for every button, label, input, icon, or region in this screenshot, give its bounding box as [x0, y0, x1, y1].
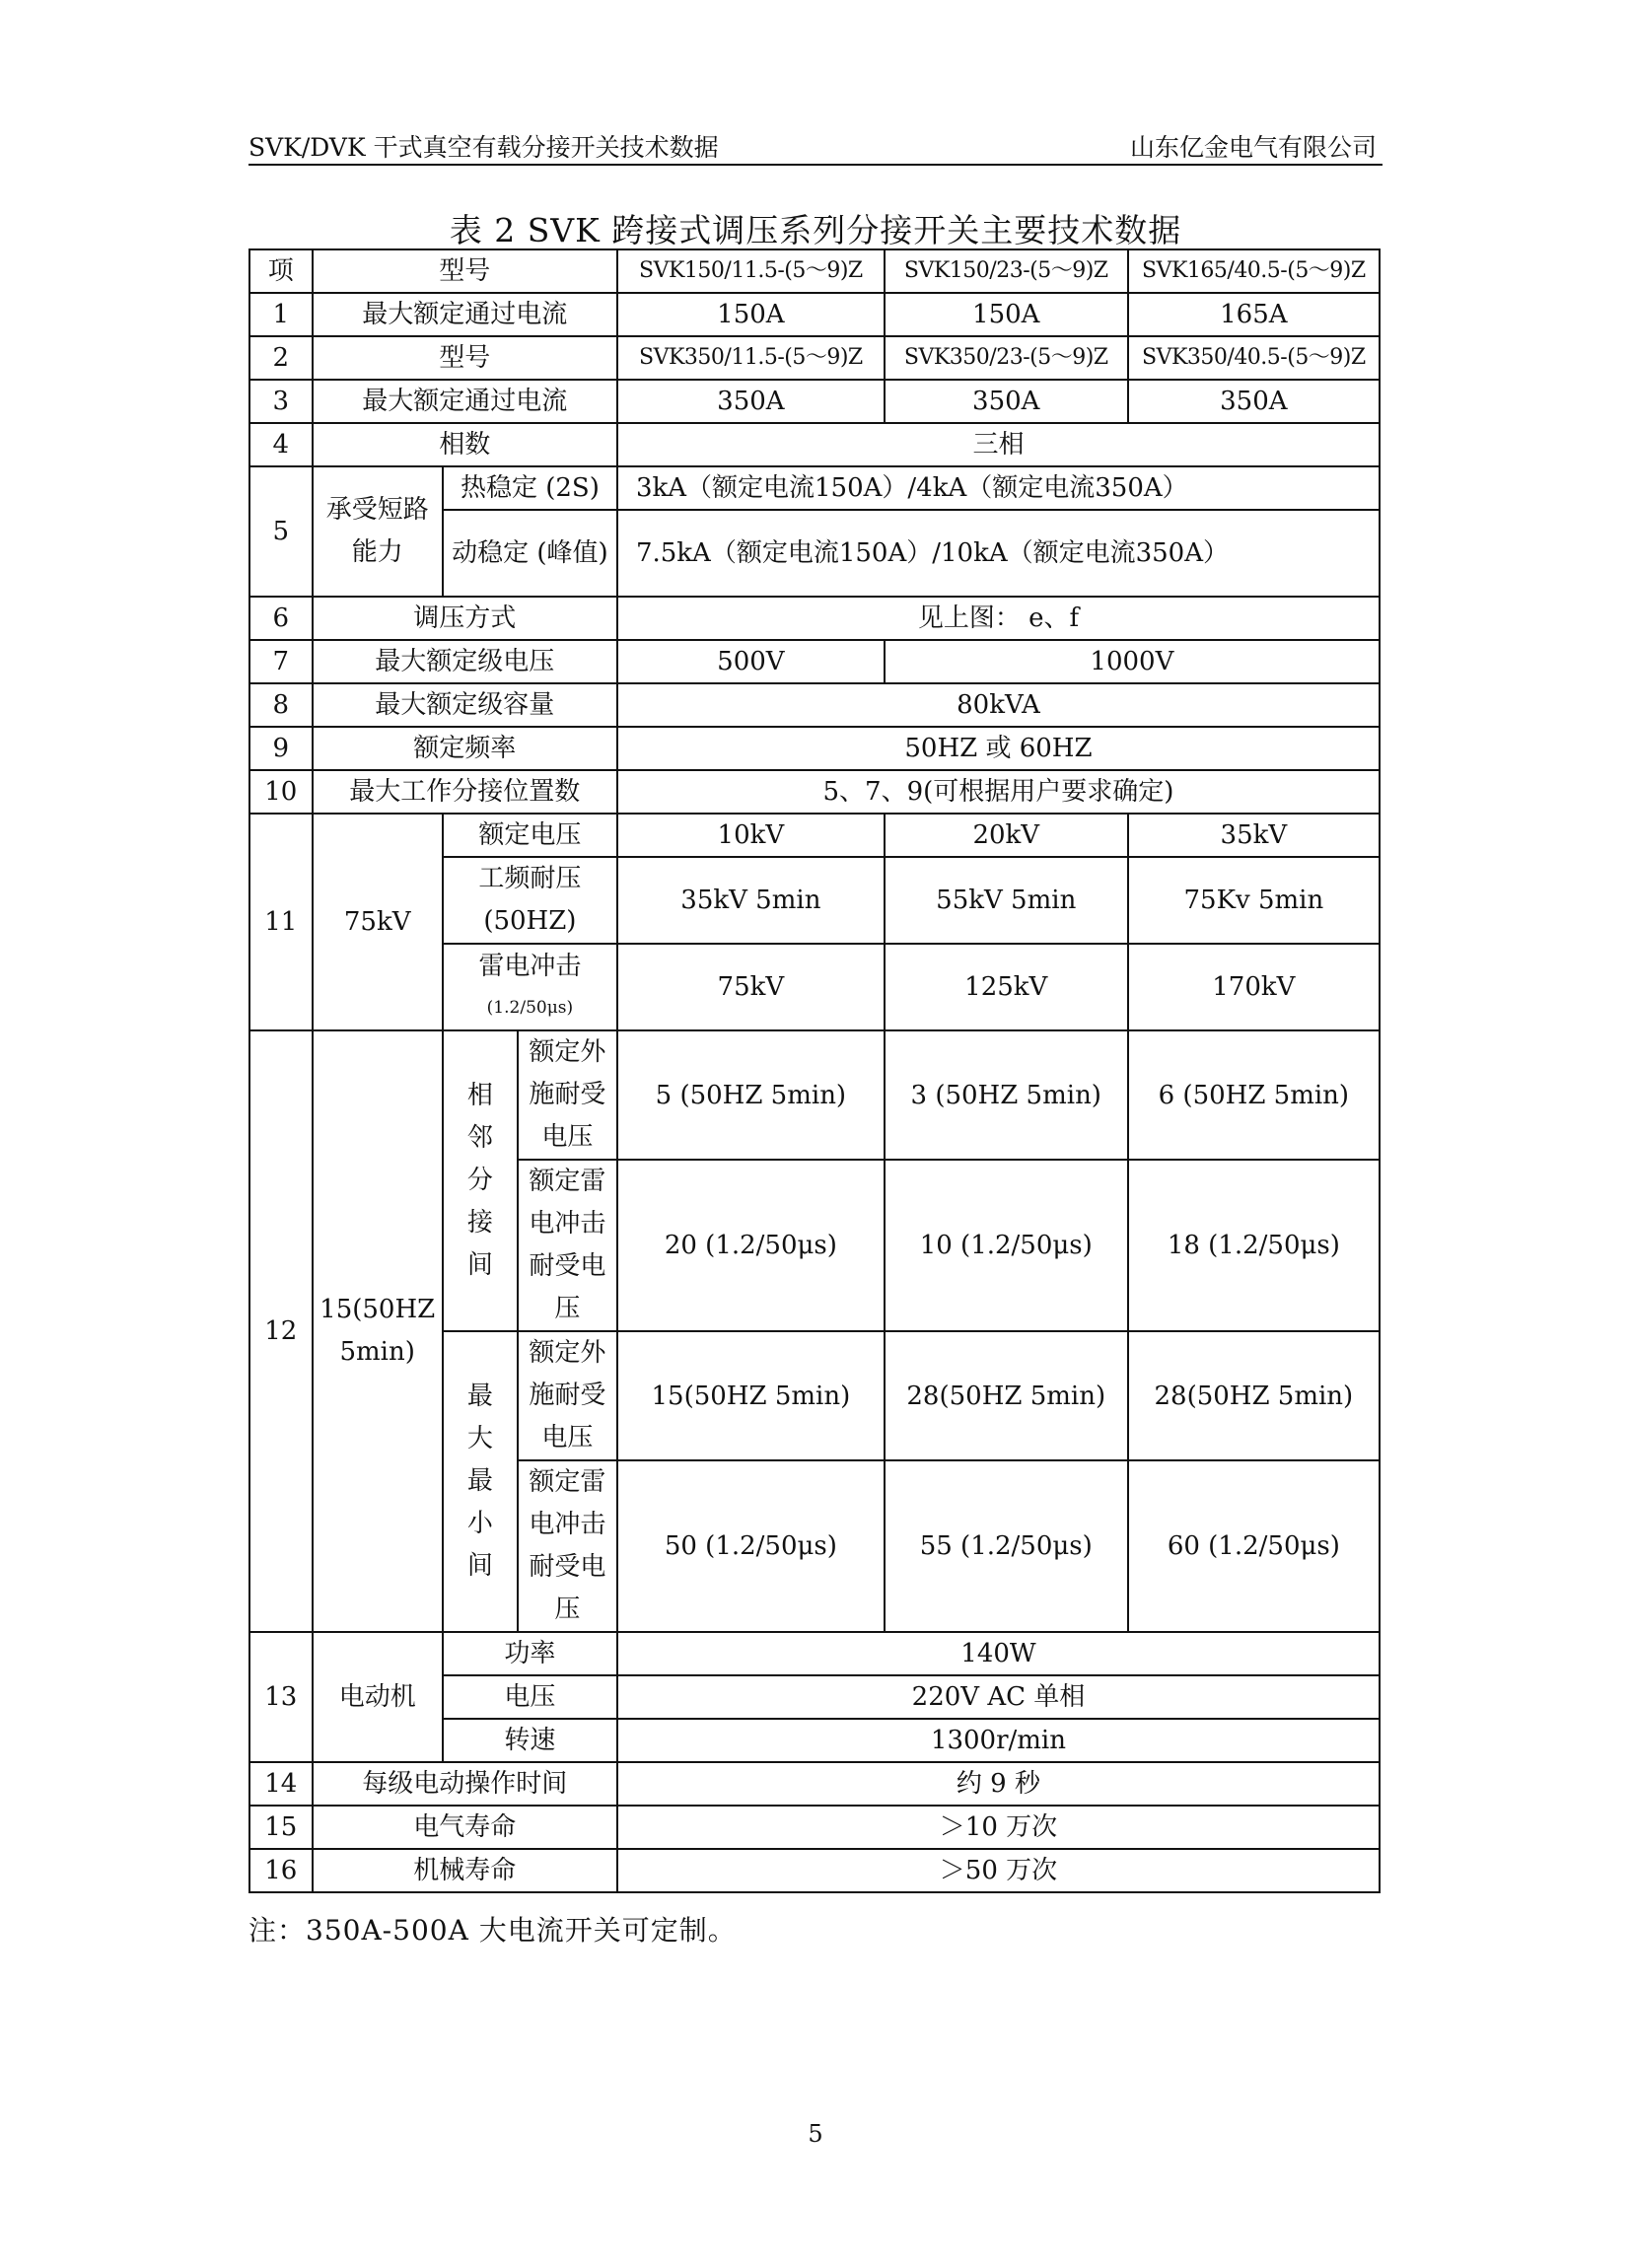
table-cell: 80kVA: [617, 683, 1380, 727]
cell-subtext: (1.2/50μs): [486, 998, 574, 1018]
table-cell: 1000V: [885, 640, 1380, 683]
table-row: [249, 1762, 1380, 1806]
table-row: [249, 423, 1380, 466]
table-cell: 最大额定级电压: [313, 640, 617, 683]
table-cell: ＞10 万次: [617, 1806, 1380, 1849]
table-row: [249, 249, 1380, 293]
table-cell: 16: [249, 1849, 313, 1892]
table-cell: 8: [249, 683, 313, 727]
table-cell: 50 (1.2/50μs): [617, 1460, 885, 1632]
table-cell: 额定外施耐受电压: [518, 1030, 617, 1160]
table-cell: 75kV: [313, 814, 443, 1030]
table-cell: 最大额定通过电流: [313, 293, 617, 336]
table-cell: 15: [249, 1806, 313, 1849]
table-cell: 20 (1.2/50μs): [617, 1160, 885, 1331]
table-cell: 500V: [617, 640, 885, 683]
table-cell: SVK150/23-(5～9)Z: [885, 249, 1128, 293]
table-cell: 75kV: [617, 944, 885, 1030]
table-cell: 最大最小间: [443, 1331, 518, 1632]
header-doc-title: SVK/DVK 干式真空有载分接开关技术数据: [248, 133, 719, 162]
table-cell: 60 (1.2/50μs): [1128, 1460, 1380, 1632]
table-cell: 20kV: [885, 814, 1128, 857]
page-header: [248, 126, 1383, 166]
table-cell: 热稳定 (2S): [443, 466, 617, 510]
table-row: [249, 293, 1380, 336]
table-cell: 见上图： e、f: [617, 597, 1380, 640]
table-row: [249, 380, 1380, 423]
table-cell: 1: [249, 293, 313, 336]
table-cell: 额定雷电冲击耐受电压: [518, 1160, 617, 1331]
table-cell: 2: [249, 336, 313, 380]
table-cell: 55 (1.2/50μs): [885, 1460, 1128, 1632]
table-cell: 15(50HZ 5min): [617, 1331, 885, 1460]
table-cell: 14: [249, 1762, 313, 1806]
table-cell: 调压方式: [313, 597, 617, 640]
table-cell: 15(50HZ 5min): [313, 1030, 443, 1632]
table-cell: 4: [249, 423, 313, 466]
table-cell: 9: [249, 727, 313, 770]
table-row: [249, 466, 1380, 510]
table-note: 注：350A-500A 大电流开关可定制。: [248, 1914, 737, 1947]
table-row: [249, 814, 1380, 857]
table-cell: 电动机: [313, 1632, 443, 1762]
table-row: [249, 640, 1380, 683]
table-cell: 10: [249, 770, 313, 814]
table-cell: 3 (50HZ 5min): [885, 1030, 1128, 1160]
header-company: 山东亿金电气有限公司: [1129, 133, 1377, 162]
table-cell: 项: [249, 249, 313, 293]
table-cell: 每级电动操作时间: [313, 1762, 617, 1806]
table-cell: 350A: [1128, 380, 1380, 423]
table-cell: 约 9 秒: [617, 1762, 1380, 1806]
table-cell: 7: [249, 640, 313, 683]
table-row: [249, 1849, 1380, 1892]
table-cell: 型号: [313, 336, 617, 380]
table-cell: 电压: [443, 1675, 617, 1719]
table-cell: SVK165/40.5-(5～9)Z: [1128, 249, 1380, 293]
table-cell: 350A: [885, 380, 1128, 423]
table-row: [249, 1030, 1380, 1160]
table-cell: 相邻分接间: [443, 1030, 518, 1331]
table-cell: 额定雷电冲击耐受电压: [518, 1460, 617, 1632]
table-cell: 165A: [1128, 293, 1380, 336]
table-cell: 工频耐压 (50HZ): [443, 857, 617, 944]
table-cell: 1300r/min: [617, 1719, 1380, 1762]
table-cell: ＞50 万次: [617, 1849, 1380, 1892]
table-cell: 28(50HZ 5min): [885, 1331, 1128, 1460]
table-cell: 50HZ 或 60HZ: [617, 727, 1380, 770]
page-number: 5: [808, 2120, 823, 2148]
table-cell: 5 (50HZ 5min): [617, 1030, 885, 1160]
table-cell: 220V AC 单相: [617, 1675, 1380, 1719]
table-cell: 额定外施耐受电压: [518, 1331, 617, 1460]
table-cell: SVK350/23-(5～9)Z: [885, 336, 1128, 380]
table-cell: 55kV 5min: [885, 857, 1128, 944]
table-cell: 18 (1.2/50μs): [1128, 1160, 1380, 1331]
cell-text: 雷电冲击: [478, 952, 582, 981]
table-cell: 转速: [443, 1719, 617, 1762]
table-cell: 额定电压: [443, 814, 617, 857]
table-cell: 350A: [617, 380, 885, 423]
table-cell: SVK350/11.5-(5～9)Z: [617, 336, 885, 380]
table-cell: 机械寿命: [313, 1849, 617, 1892]
table-cell: 75Kv 5min: [1128, 857, 1380, 944]
table-cell: 7.5kA（额定电流150A）/10kA（额定电流350A）: [617, 510, 1380, 597]
table-row: [249, 597, 1380, 640]
table-cell: 11: [249, 814, 313, 1030]
table-cell: 额定频率: [313, 727, 617, 770]
table-cell: 电气寿命: [313, 1806, 617, 1849]
table-cell: 承受短路能力: [313, 466, 443, 597]
table-cell: 最大额定通过电流: [313, 380, 617, 423]
table-cell: 5: [249, 466, 313, 597]
table-cell: 动稳定 (峰值): [443, 510, 617, 597]
table-row: [249, 727, 1380, 770]
table-row: [249, 1632, 1380, 1675]
table-cell: 6: [249, 597, 313, 640]
table-cell: 最大工作分接位置数: [313, 770, 617, 814]
table-cell: 28(50HZ 5min): [1128, 1331, 1380, 1460]
table-cell: 12: [249, 1030, 313, 1632]
table-cell: 6 (50HZ 5min): [1128, 1030, 1380, 1160]
table-cell: 140W: [617, 1632, 1380, 1675]
table-cell: 型号: [313, 249, 617, 293]
table-cell: 35kV: [1128, 814, 1380, 857]
table-cell: SVK150/11.5-(5～9)Z: [617, 249, 885, 293]
table-cell: 35kV 5min: [617, 857, 885, 944]
table-cell: 150A: [617, 293, 885, 336]
table-cell: 3: [249, 380, 313, 423]
table-cell: 相数: [313, 423, 617, 466]
table-row: [249, 770, 1380, 814]
table-row: [249, 1806, 1380, 1849]
table-cell: 10kV: [617, 814, 885, 857]
table-cell: 3kA（额定电流150A）/4kA（额定电流350A）: [617, 466, 1380, 510]
table-row: [249, 336, 1380, 380]
table-cell: 125kV: [885, 944, 1128, 1030]
table-cell: 170kV: [1128, 944, 1380, 1030]
table-row: [249, 683, 1380, 727]
table-cell: [443, 944, 617, 1030]
table-cell: 最大额定级容量: [313, 683, 617, 727]
table-cell: SVK350/40.5-(5～9)Z: [1128, 336, 1380, 380]
table-cell: 10 (1.2/50μs): [885, 1160, 1128, 1331]
table-cell: 13: [249, 1632, 313, 1762]
table-cell: 功率: [443, 1632, 617, 1675]
table-title: 表 2 SVK 跨接式调压系列分接开关主要技术数据: [449, 211, 1182, 249]
table-cell: 5、7、9(可根据用户要求确定): [617, 770, 1380, 814]
spec-table: [248, 248, 1381, 1893]
table-cell: 三相: [617, 423, 1380, 466]
table-cell: 150A: [885, 293, 1128, 336]
